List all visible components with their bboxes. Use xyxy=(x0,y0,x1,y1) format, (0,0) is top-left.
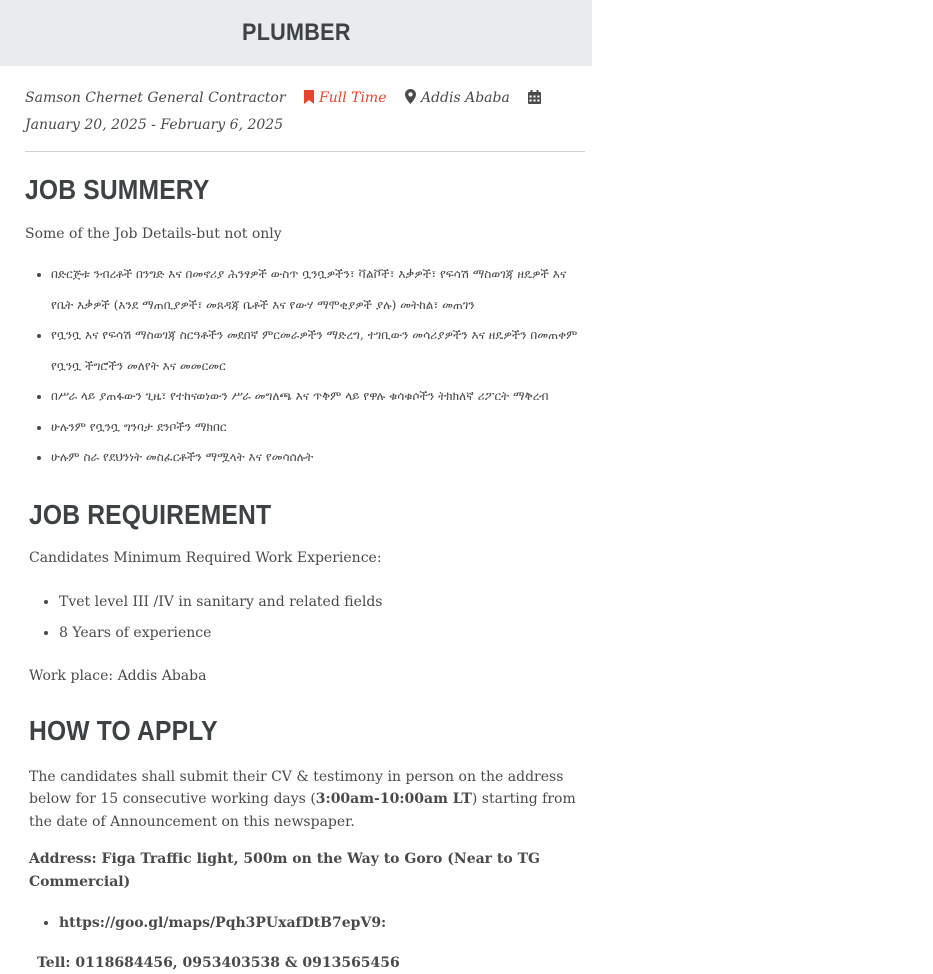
apply-address: Address: Figa Traffic light, 500m on the Way to Goro (Near to TG Commercial) xyxy=(29,848,589,894)
apply-intro-after: ) starting from the date of Announcement on this newspaper. xyxy=(29,791,576,830)
job-type[interactable] xyxy=(304,90,387,106)
apply-instructions xyxy=(29,766,589,834)
job-requirement-heading: JOB REQUIREMENT xyxy=(29,499,522,531)
bookmark-icon xyxy=(304,88,314,113)
list-item: • ሁሉንም የቧንቧ ግንባታ ደንቦችን ማክበር xyxy=(51,412,585,443)
job-title: PLUMBER xyxy=(242,19,351,47)
list-item: • የቧንቧ እና የፍሳሽ ማስወገጃ ስርዓቶችን መደበኛ ምርመራዎችን ማድረግ, ተገቢውን መሳሪያዎችን እና ዘዴዎችን በመጠቀም የቧንቧ ችግሮችን መለየት እና መመርመር xyxy=(51,320,585,381)
apply-hours: 3:00am-10:00am LT xyxy=(316,791,472,807)
calendar-icon xyxy=(528,88,541,113)
job-location-label: Addis Ababa xyxy=(421,90,510,106)
job-summary-intro: Some of the Job Details-but not only xyxy=(25,223,585,245)
list-item: • 8 Years of experience xyxy=(59,618,589,649)
list-item: • በድርጅቱ ንብረቶች በንግድ እና በመኖሪያ ሕንፃዎች ውስጥ ቧንቧዎችን፣ ቫልቮች፣ እቃዎች፣ የፍሳሽ ማስወገጃ ዘዴዎች እና የቤት እቃዎች (እንደ ማጠቢያዎች፣ መጸዳጃ ቤቶች እና የውሃ ማሞቂያዎች ያሉ) መትከል፣ መጠገን xyxy=(51,259,585,320)
map-marker-icon xyxy=(405,88,416,113)
list-item: • Tvet level III /IV in sanitary and related fields xyxy=(59,587,589,618)
job-meta xyxy=(25,86,585,152)
contact-phone: Tell: 0118684456, 0953403538 & 0913565456 xyxy=(37,952,589,974)
workplace: Work place: Addis Ababa xyxy=(29,665,589,687)
job-summary-list xyxy=(25,259,585,473)
job-summary-section xyxy=(25,174,585,473)
job-location xyxy=(405,90,510,106)
job-type-label: Full Time xyxy=(319,90,387,106)
job-dates-label: January 20, 2025 - February 6, 2025 xyxy=(25,117,283,133)
list-item: • ሁሉም ስራ የደህንነት መስፈርቶችን ማሟላት እና የመሳሰሉት xyxy=(51,442,585,473)
apply-intro-before: The candidates shall submit their CV & testimony in person on the address below for 15 consecutive working days ( xyxy=(29,769,563,808)
list-item: • በሥራ ላይ ያጠፋውን ጊዜ፣ የተከናወነውን ሥራ መግለጫ እና ጥቅም ላይ የዋሉ ቁሳቁሶችን ትክክለኛ ሪፖርት ማቅረብ xyxy=(51,381,585,412)
company-name: Samson Chernet General Contractor xyxy=(25,90,286,106)
job-summary-heading: JOB SUMMERY xyxy=(25,174,518,206)
map-link-list xyxy=(29,912,589,934)
title-bar xyxy=(0,0,592,66)
job-requirement-section xyxy=(29,499,589,687)
map-link[interactable]: • https://goo.gl/maps/Pqh3PUxafDtB7epV9: xyxy=(59,912,589,934)
how-to-apply-heading: HOW TO APPLY xyxy=(29,715,522,747)
requirement-list xyxy=(29,587,589,649)
how-to-apply-section xyxy=(29,715,589,974)
requirement-intro: Candidates Minimum Required Work Experience: xyxy=(29,547,589,569)
